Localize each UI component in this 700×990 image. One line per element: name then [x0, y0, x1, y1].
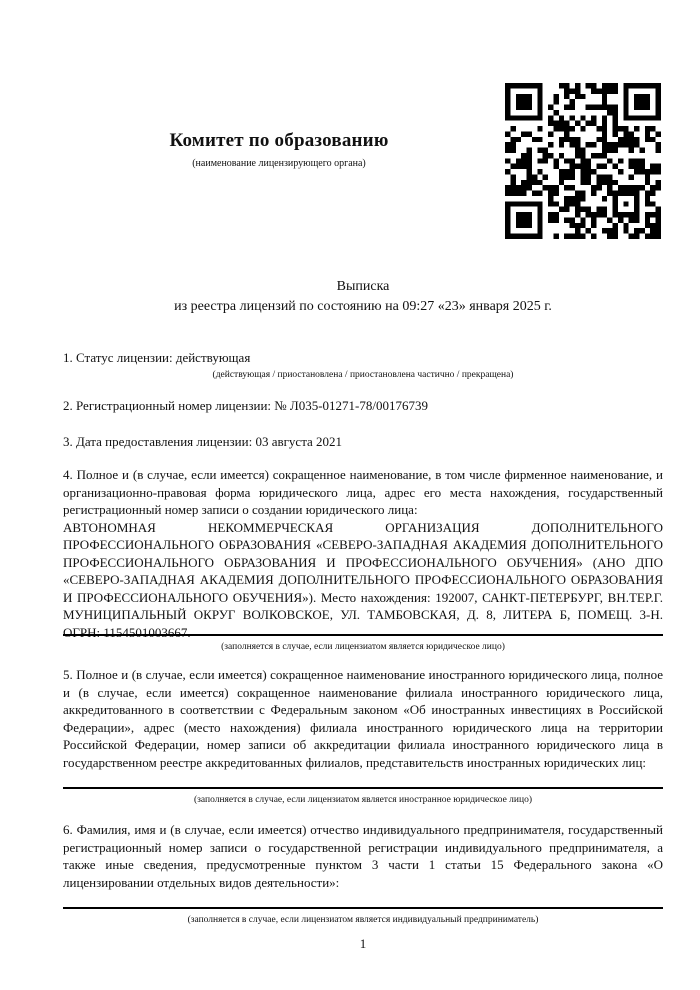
- foreign-entity-heading: 5. Полное и (в случае, если имеется) сокращенное наименование иностранного юридического лица, полное и (в случае, если имеется) сокращенное наименование филиала иностранного юридического лица, аккредитованного в соответствии с Федеральным законом «Об иностранных инвестициях в Российской Федерации», адрес (место нахождения) филиала иностранного юридического лица на территории Российской Федерации, номер записи об аккредитации филиала иностранного юридического лица в государственном реестре аккредитованных филиалов, представительств иностранных юридических лиц:: [63, 667, 663, 770]
- page-number: 1: [359, 936, 367, 951]
- item-legal-entity: [63, 466, 663, 641]
- item-registration-number: [63, 397, 663, 415]
- foreign-entity-caption: (заполняется в случае, если лицензиатом является иностранное юридическое лицо): [194, 795, 532, 805]
- licensing-authority-caption: (наименование лицензирующего органа): [192, 158, 366, 169]
- item-foreign-entity: [63, 666, 663, 771]
- legal-entity-heading: 4. Полное и (в случае, если имеется) сокращенное наименование, в том числе фирменное наименование, и организационно-правовая форма юридического лица, адрес его места нахождения, государственный регистрационный номер записи о создании юридического лица:: [63, 467, 663, 517]
- document-title-line1: Выписка: [336, 279, 390, 294]
- item-license-status: [63, 349, 663, 380]
- divider-individual-entrepreneur: [63, 907, 663, 909]
- license-status-text: 1. Статус лицензии: действующая: [63, 350, 251, 365]
- item-license-date: [63, 433, 663, 451]
- license-status-caption: (действующая / приостановлена / приостановлена частично / прекращена): [212, 369, 514, 380]
- individual-entrepreneur-heading: 6. Фамилия, имя и (в случае, если имеется) отчество индивидуального предпринимателя, государственный регистрационный номер записи о государственной регистрации индивидуального предпринимателя, а также иные сведения, предусмотренные пунктом 3 части 1 статьи 15 Федерального закона «О лицензировании отдельных видов деятельности»:: [63, 822, 663, 890]
- divider-legal-entity: [63, 634, 663, 636]
- legal-entity-value: АВТОНОМНАЯ НЕКОММЕРЧЕСКАЯ ОРГАНИЗАЦИЯ ДОПОЛНИТЕЛЬНОГО ПРОФЕССИОНАЛЬНОГО ОБРАЗОВАНИЯ «СЕВЕРО-ЗАПАДНАЯ АКАДЕМИЯ ДОПОЛНИТЕЛЬНОГО ПРОФЕССИОНАЛЬНОГО ОБРАЗОВАНИЯ И ПРОФЕССИОНАЛЬНОГО ОБУЧЕНИЯ» (АНО ДПО «СЕВЕРО-ЗАПАДНАЯ АКАДЕМИЯ ДОПОЛНИТЕЛЬНОГО ПРОФЕССИОНАЛЬНОГО ОБРАЗОВАНИЯ И ПРОФЕССИОНАЛЬНОГО ОБУЧЕНИЯ»). Место нахождения: 192007, САНКТ-ПЕТЕРБУРГ, ВН.ТЕР.Г. МУНИЦИПАЛЬНЫЙ ОКРУГ ВОЛКОВСКОЕ, УЛ. ТАМБОВСКАЯ, Д. 8, ЛИТЕРА Б, ПОМЕЩ. 3-Н. ОГРН: 1154501003667.: [63, 519, 663, 640]
- qr-code-icon: [505, 83, 661, 239]
- item-individual-entrepreneur: [63, 821, 663, 891]
- document-title-line2: из реестра лицензий по состоянию на 09:27 «23» января 2025 г.: [174, 299, 552, 314]
- document-title: [63, 277, 663, 317]
- license-date-text: 3. Дата предоставления лицензии: 03 августа 2021: [63, 434, 343, 449]
- divider-foreign-entity: [63, 787, 663, 789]
- individual-entrepreneur-caption: (заполняется в случае, если лицензиатом является индивидуальный предприниматель): [187, 915, 539, 925]
- licensing-authority-header: [63, 130, 495, 169]
- legal-entity-caption: (заполняется в случае, если лицензиатом является юридическое лицо): [221, 642, 505, 652]
- licensing-authority-name: Комитет по образованию: [169, 130, 389, 151]
- registration-number-text: 2. Регистрационный номер лицензии: № Л035-01271-78/00176739: [63, 398, 429, 413]
